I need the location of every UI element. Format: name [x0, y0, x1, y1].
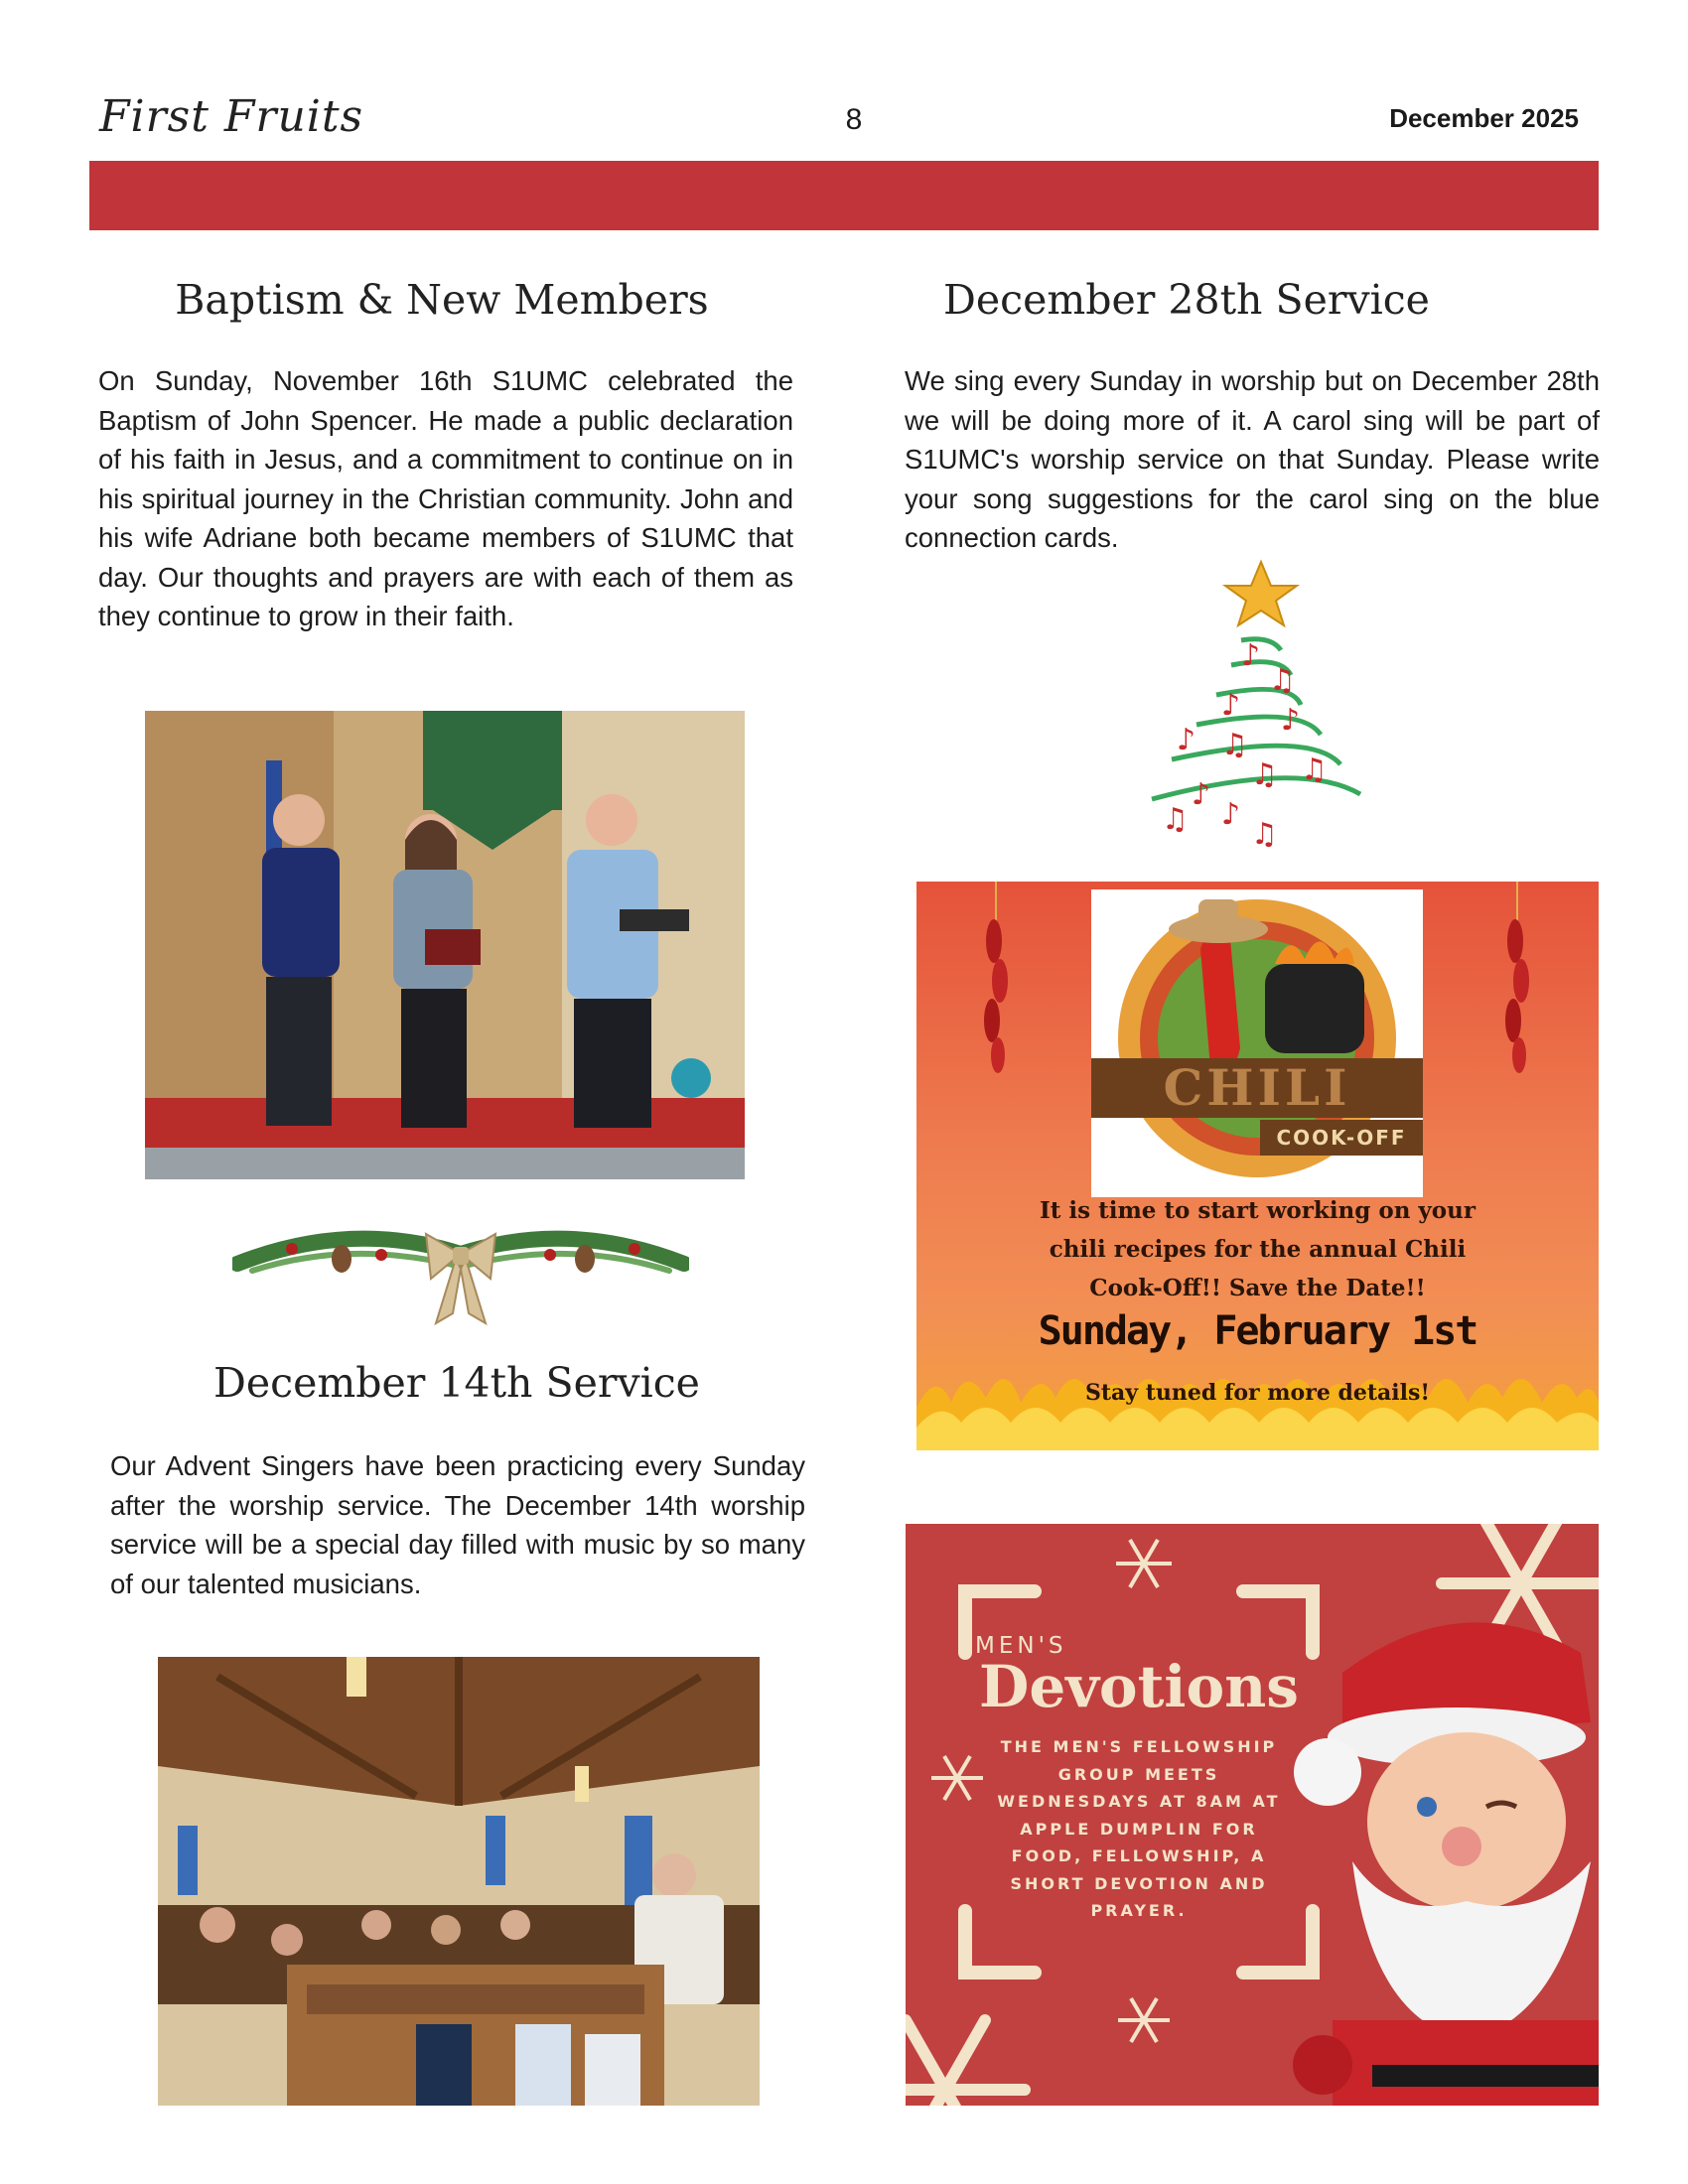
svg-text:♫: ♫ — [1251, 817, 1278, 852]
devotions-kicker: MEN'S — [975, 1633, 1067, 1659]
svg-text:♪: ♪ — [1177, 723, 1196, 757]
devotions-line-6: SHORT DEVOTION AND — [1010, 1873, 1268, 1893]
chili-cookoff-flyer — [916, 882, 1599, 1450]
santa-illustration — [1293, 1622, 1599, 2106]
chili-logo-sub: COOK-OFF — [1276, 1126, 1407, 1150]
devotions-line-5: FOOD, FELLOWSHIP, A — [1011, 1846, 1267, 1865]
issue-date: December 2025 — [1389, 103, 1579, 133]
dec28-body: We sing every Sunday in worship but on December 28th we will be doing more of it. A carol sing will be part of S1UMC's worship service on that Sunday. Please write your song suggestions for the carol sing on the blue connection cards. — [905, 365, 1600, 553]
svg-text:♪: ♪ — [1192, 777, 1211, 812]
svg-text:♫: ♫ — [1269, 663, 1296, 698]
dec14-heading: December 14th Service — [213, 1359, 700, 1407]
svg-text:♫: ♫ — [1221, 728, 1248, 762]
holly-garland-decoration — [232, 1209, 689, 1328]
mens-devotions-flyer — [906, 1524, 1599, 2106]
svg-text:♫: ♫ — [1162, 802, 1189, 837]
header-bar — [89, 161, 1599, 230]
devotions-line-4: APPLE DUMPLIN FOR — [1020, 1819, 1258, 1839]
devotions-line-2: GROUP MEETS — [1057, 1764, 1220, 1784]
devotions-details — [980, 1733, 1298, 1925]
devotions-line-3: WEDNESDAYS AT 8AM AT — [997, 1792, 1281, 1811]
chili-logo-word: CHILI — [1163, 1058, 1351, 1117]
dec14-body: Our Advent Singers have been practicing every Sunday after the worship service. The December 14th worship service will be a special day filled with music by so many of our talented musicians. — [110, 1450, 805, 1599]
chili-line-3: Cook-Off!! Save the Date!! — [1089, 1275, 1426, 1301]
chili-line-2: chili recipes for the annual Chili — [1049, 1236, 1467, 1263]
dec28-heading: December 28th Service — [943, 276, 1430, 324]
newsletter-brand: First Fruits — [99, 91, 364, 142]
baptism-photo — [145, 711, 745, 1179]
chili-pepper-icon — [1497, 882, 1537, 1080]
advent-singers-photo — [158, 1657, 760, 2106]
svg-text:♫: ♫ — [1301, 752, 1328, 787]
baptism-body: On Sunday, November 16th S1UMC celebrated the Baptism of John Spencer. He made a public declaration of his faith in Jesus, and a commitment to continue on in his spiritual journey in the Christian community. John and his wife Adriane both became members of S1UMC that day. Our thoughts and prayers are with each of them as they continue to grow in their faith. — [98, 365, 793, 631]
svg-text:♫: ♫ — [1251, 757, 1278, 792]
chili-footer: Stay tuned for more details! — [1084, 1380, 1431, 1406]
svg-text:♪: ♪ — [1221, 797, 1241, 832]
svg-text:♪: ♪ — [1221, 688, 1241, 723]
chili-event-date: Sunday, February 1st — [1038, 1308, 1477, 1354]
devotions-title: Devotions — [979, 1653, 1299, 1720]
baptism-heading: Baptism & New Members — [175, 276, 709, 324]
devotions-line-1: THE MEN'S FELLOWSHIP — [1000, 1737, 1278, 1756]
chili-pepper-icon — [976, 882, 1016, 1080]
page-number: 8 — [845, 103, 863, 136]
musical-tree-decoration — [1122, 556, 1380, 854]
devotions-line-7: PRAYER. — [1090, 1901, 1188, 1920]
chili-line-1: It is time to start working on your — [1040, 1197, 1476, 1224]
chili-logo — [1091, 889, 1423, 1197]
svg-text:♪: ♪ — [1241, 638, 1261, 673]
svg-text:♪: ♪ — [1281, 703, 1301, 738]
